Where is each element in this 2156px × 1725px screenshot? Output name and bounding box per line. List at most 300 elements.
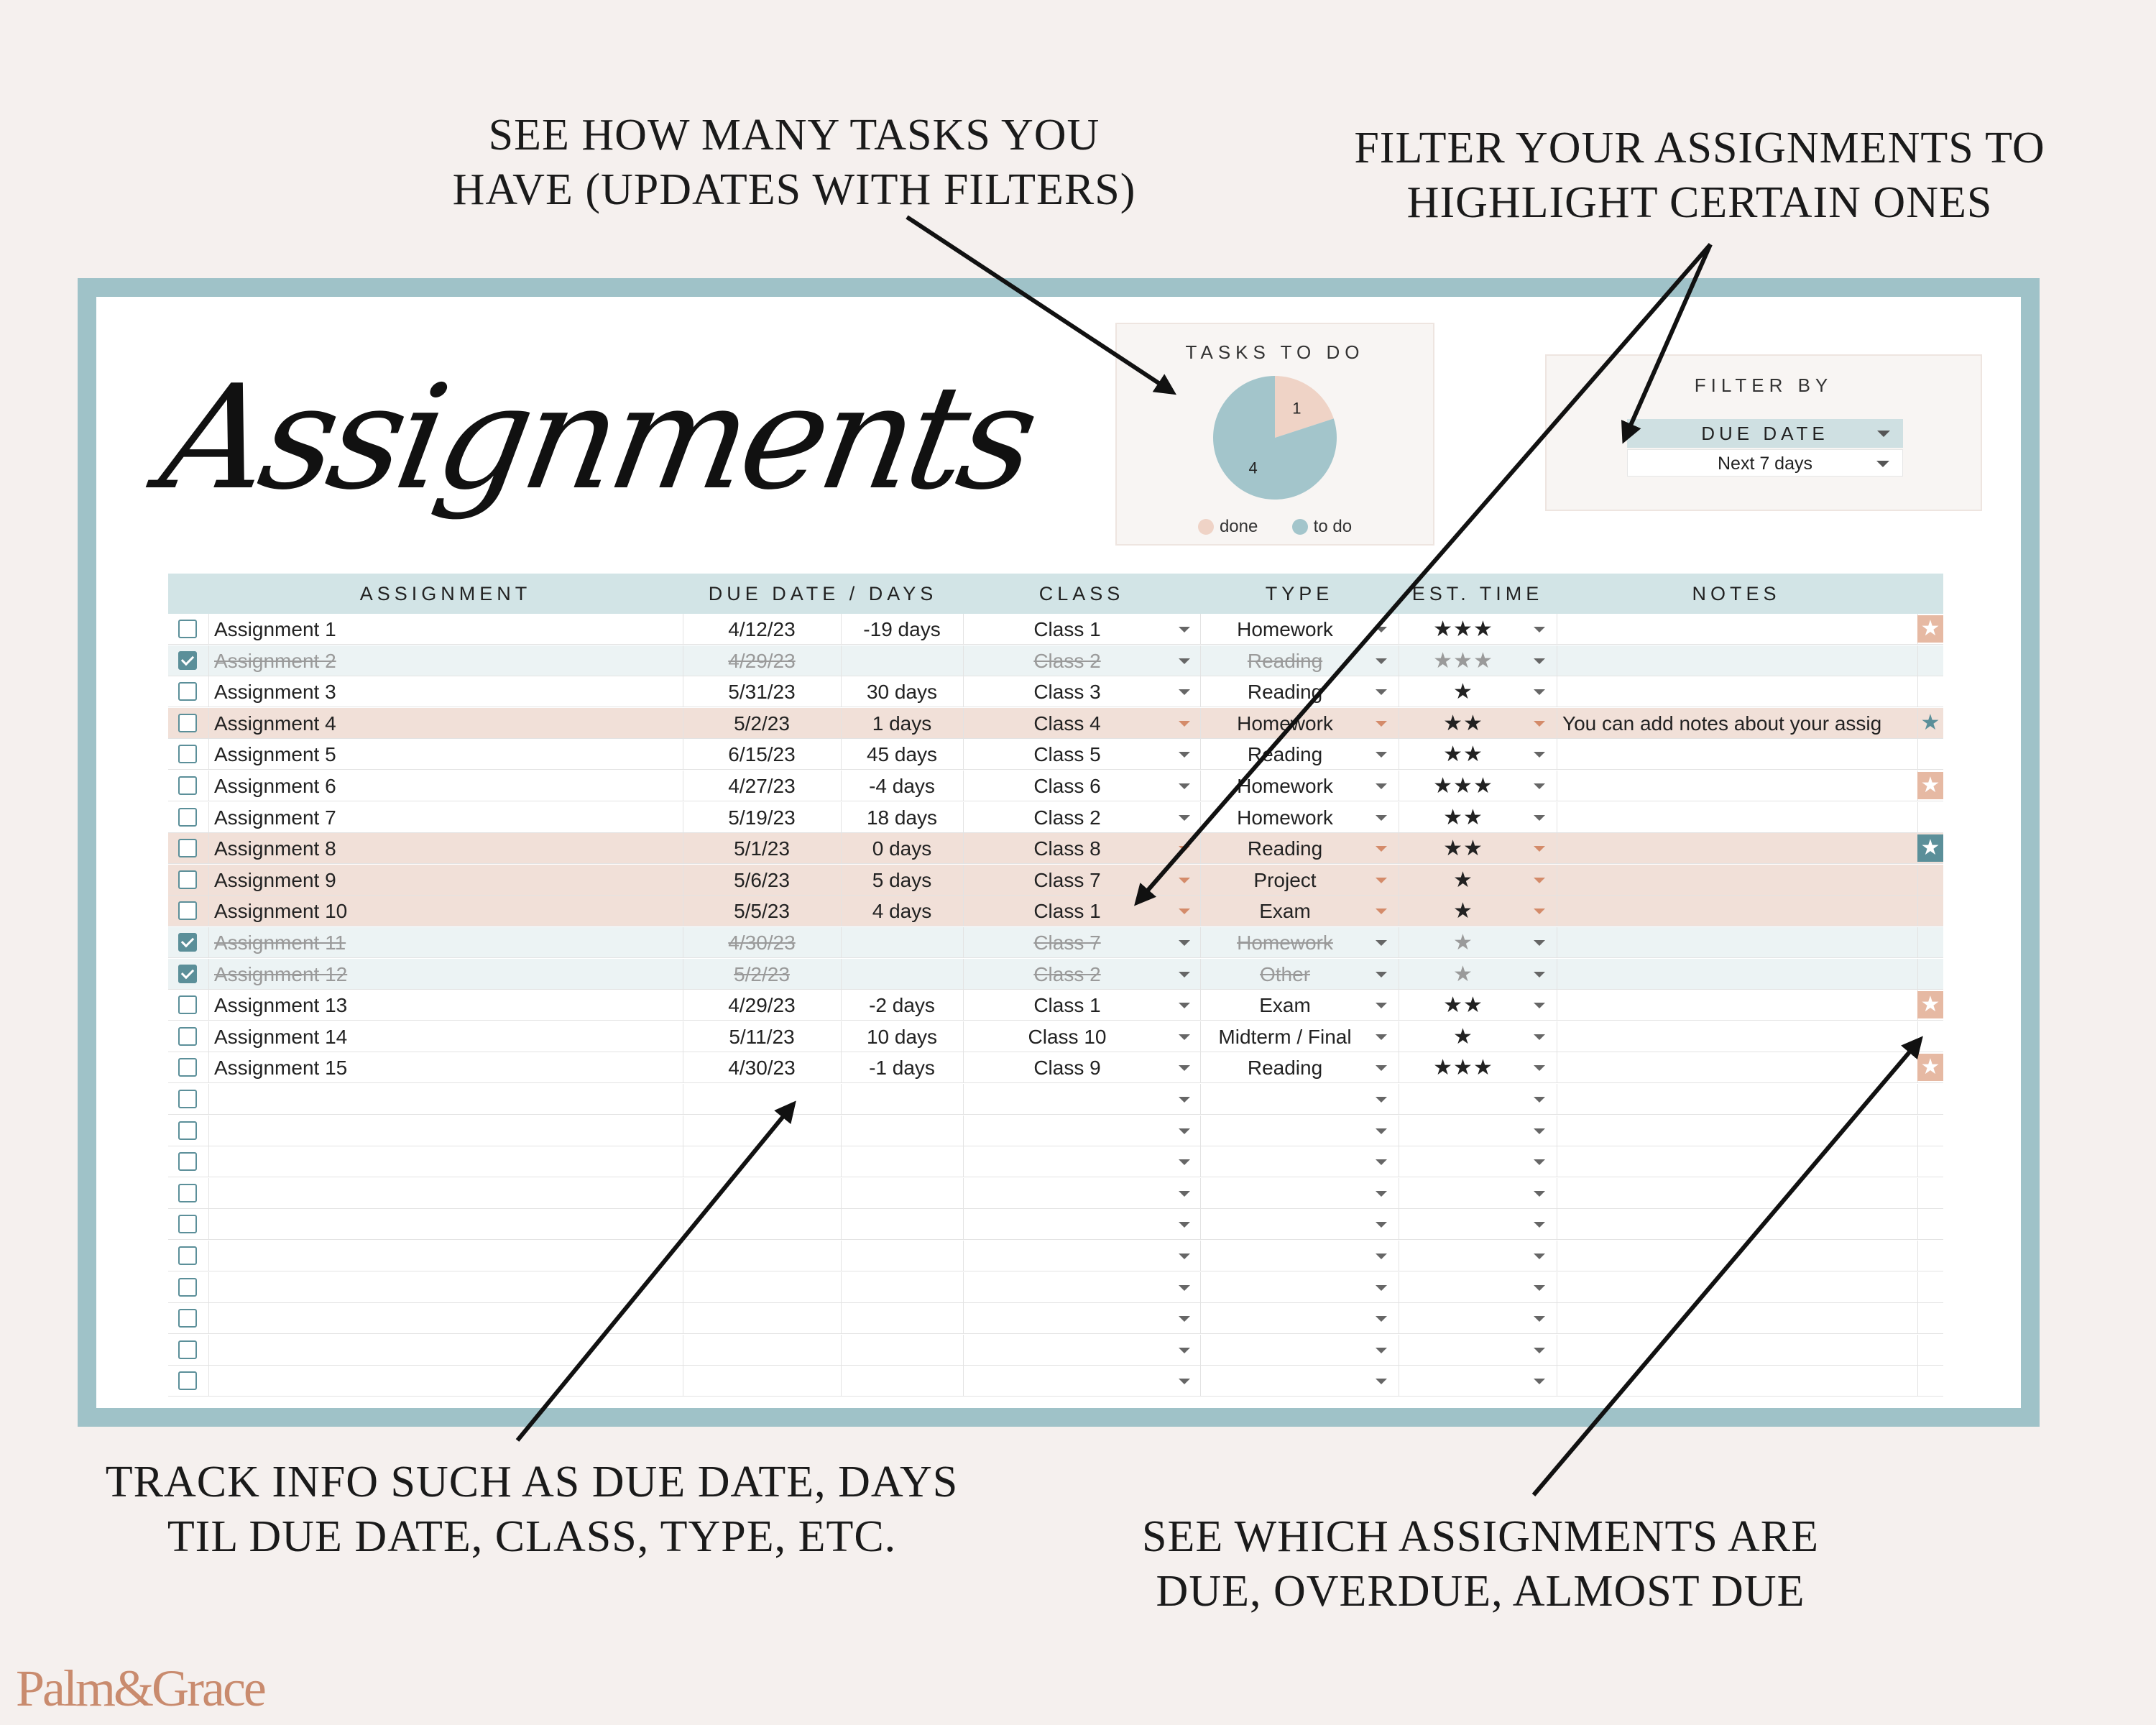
type-dropdown-arrow[interactable]: [1376, 658, 1387, 664]
complete-checkbox[interactable]: [178, 1121, 197, 1140]
column-divider: [963, 1335, 964, 1366]
tasks-legend: [1117, 517, 1433, 537]
assignment-name[interactable]: Assignment 10: [214, 900, 348, 923]
column-divider: [1200, 1084, 1201, 1115]
complete-checkbox[interactable]: [178, 714, 197, 732]
class-cell[interactable]: Class 7: [1033, 868, 1101, 891]
class-dropdown-arrow[interactable]: [1179, 1191, 1190, 1197]
notes-cell[interactable]: [1562, 833, 1915, 864]
complete-checkbox[interactable]: [178, 620, 197, 638]
empty-table-row: [168, 1366, 1943, 1397]
days-until-due: 45 days: [866, 743, 938, 766]
type-dropdown-arrow[interactable]: [1376, 1003, 1387, 1008]
days-until-due: 30 days: [866, 681, 938, 704]
assignment-name[interactable]: Assignment 8: [214, 837, 336, 860]
est-time-dropdown-arrow[interactable]: [1534, 627, 1545, 632]
notes-cell[interactable]: [1562, 1021, 1915, 1052]
column-divider: [1917, 676, 1918, 707]
days-until-due: -4 days: [869, 775, 935, 797]
assignment-name[interactable]: Assignment 5: [214, 743, 336, 766]
est-time-dropdown-arrow[interactable]: [1534, 658, 1545, 664]
est-time-stars[interactable]: ★★★: [1433, 774, 1493, 798]
empty-table-row: [168, 1146, 1943, 1177]
est-time-stars[interactable]: ★★: [1443, 805, 1483, 829]
class-cell[interactable]: Class 2: [1033, 649, 1101, 672]
callout-filter: FILTER YOUR ASSIGNMENTS TO HIGHLIGHT CERTAIN ONES: [1354, 124, 2045, 227]
column-divider: [208, 614, 209, 645]
class-cell[interactable]: Class 2: [1033, 962, 1101, 985]
type-cell[interactable]: Homework: [1237, 712, 1333, 735]
class-dropdown-arrow[interactable]: [1179, 1128, 1190, 1134]
column-divider: [1917, 1116, 1918, 1146]
complete-checkbox[interactable]: [178, 1152, 197, 1171]
class-dropdown-arrow[interactable]: [1179, 783, 1190, 789]
empty-table-row: [168, 1116, 1943, 1146]
assignment-name[interactable]: Assignment 13: [214, 994, 348, 1017]
column-divider: [1200, 1241, 1201, 1271]
days-until-due: -2 days: [869, 994, 935, 1017]
complete-checkbox[interactable]: [178, 808, 197, 827]
due-date[interactable]: 5/11/23: [729, 1025, 795, 1048]
days-until-due: [841, 645, 963, 676]
type-dropdown-arrow[interactable]: [1376, 721, 1387, 727]
column-divider: [1917, 1209, 1918, 1240]
column-divider: [1917, 927, 1918, 958]
class-dropdown-arrow[interactable]: [1179, 878, 1190, 883]
type-cell[interactable]: Homework: [1237, 618, 1333, 640]
type-cell[interactable]: Homework: [1237, 806, 1333, 829]
days-until-due: 4 days: [872, 900, 932, 923]
assignment-name[interactable]: Assignment 11: [214, 932, 346, 954]
due-date[interactable]: 4/12/23: [728, 618, 796, 640]
assignment-name[interactable]: Assignment 3: [214, 681, 336, 704]
column-divider: [963, 1146, 964, 1177]
type-dropdown-arrow[interactable]: [1376, 1254, 1387, 1259]
column-divider: [963, 1272, 964, 1303]
class-dropdown-arrow[interactable]: [1179, 1097, 1190, 1103]
notes-cell[interactable]: [1562, 1052, 1915, 1083]
est-time-stars[interactable]: ★: [1453, 931, 1473, 954]
complete-checkbox[interactable]: [178, 1371, 197, 1390]
complete-checkbox[interactable]: [178, 1215, 197, 1233]
type-cell[interactable]: Reading: [1247, 681, 1323, 704]
assignment-name[interactable]: Assignment 15: [214, 1057, 348, 1080]
column-divider: [1200, 1303, 1201, 1334]
due-date[interactable]: 5/31/23: [728, 681, 796, 704]
est-time-dropdown-arrow[interactable]: [1534, 1003, 1545, 1008]
days-until-due: -1 days: [869, 1057, 935, 1080]
column-divider: [208, 1084, 209, 1115]
notes-cell[interactable]: [1562, 614, 1915, 645]
header-class: CLASS: [1038, 583, 1125, 604]
complete-checkbox[interactable]: [178, 1340, 197, 1359]
est-time-stars[interactable]: ★: [1453, 680, 1473, 704]
type-dropdown-arrow[interactable]: [1376, 1285, 1387, 1291]
class-dropdown-arrow[interactable]: [1179, 1222, 1190, 1228]
due-date[interactable]: 4/27/23: [728, 775, 796, 797]
type-dropdown-arrow[interactable]: [1376, 627, 1387, 632]
est-time-stars[interactable]: ★★★: [1433, 648, 1493, 673]
type-dropdown-arrow[interactable]: [1376, 878, 1387, 883]
table-row: [168, 708, 1943, 739]
class-dropdown-arrow[interactable]: [1179, 908, 1190, 914]
type-dropdown-arrow[interactable]: [1376, 815, 1387, 821]
est-time-stars[interactable]: ★★: [1443, 742, 1483, 767]
due-status-star-icon: ★: [1917, 1054, 1943, 1081]
complete-checkbox[interactable]: [178, 1278, 197, 1297]
class-dropdown-arrow[interactable]: [1179, 689, 1190, 695]
column-divider: [963, 1084, 964, 1115]
column-divider: [963, 1209, 964, 1240]
assignment-name[interactable]: Assignment 12: [214, 962, 348, 985]
complete-checkbox[interactable]: [178, 1184, 197, 1202]
due-status-star-icon: ★: [1917, 615, 1943, 643]
complete-checkbox[interactable]: [178, 745, 197, 763]
est-time-dropdown-arrow[interactable]: [1534, 783, 1545, 789]
filter-panel-title: FILTER BY: [1694, 374, 1833, 396]
filter-value-dropdown[interactable]: [1627, 449, 1903, 477]
column-divider: [208, 739, 209, 770]
legend-todo-label: to do: [1313, 517, 1353, 536]
complete-checkbox[interactable]: [178, 651, 197, 670]
type-cell[interactable]: Homework: [1237, 775, 1333, 797]
est-time-stars[interactable]: ★★: [1443, 837, 1483, 861]
column-divider: [208, 676, 209, 707]
due-date[interactable]: 4/30/23: [728, 932, 796, 954]
due-status-star-icon: ★: [1917, 772, 1943, 799]
notes-cell[interactable]: [1562, 645, 1915, 676]
complete-checkbox[interactable]: [178, 901, 197, 920]
header-assignment: ASSIGNMENT: [359, 583, 532, 604]
type-dropdown-arrow[interactable]: [1376, 1128, 1387, 1134]
class-cell[interactable]: Class 7: [1033, 932, 1101, 954]
est-time-dropdown-arrow[interactable]: [1534, 1348, 1545, 1353]
sheet-title: Assignments: [150, 354, 1044, 522]
chevron-down-icon: [1876, 461, 1889, 467]
type-dropdown-arrow[interactable]: [1376, 783, 1387, 789]
header-est-time: EST. TIME: [1411, 583, 1544, 604]
table-row: [168, 645, 1943, 676]
est-time-dropdown-arrow[interactable]: [1534, 846, 1545, 852]
notes-cell[interactable]: You can add notes about your assig: [1562, 712, 1882, 735]
est-time-dropdown-arrow[interactable]: [1534, 972, 1545, 978]
est-time-dropdown-arrow[interactable]: [1534, 1316, 1545, 1322]
complete-checkbox[interactable]: [178, 1027, 197, 1046]
class-cell[interactable]: Class 10: [1028, 1025, 1107, 1048]
days-until-due: 5 days: [872, 868, 932, 891]
table-row: [168, 770, 1943, 801]
class-dropdown-arrow[interactable]: [1179, 972, 1190, 978]
column-divider: [1917, 1272, 1918, 1303]
header-notes: NOTES: [1692, 583, 1781, 604]
due-status-star-icon: ★: [1920, 710, 1940, 735]
column-divider: [1200, 1209, 1201, 1240]
type-cell[interactable]: Other: [1259, 962, 1311, 985]
est-time-stars[interactable]: ★: [1453, 962, 1473, 986]
column-divider: [1917, 645, 1918, 676]
est-time-stars[interactable]: ★: [1453, 1024, 1473, 1049]
empty-table-row: [168, 1084, 1943, 1115]
type-dropdown-arrow[interactable]: [1376, 1316, 1387, 1322]
column-divider: [963, 1116, 964, 1146]
type-dropdown-arrow[interactable]: [1376, 908, 1387, 914]
column-divider: [208, 1146, 209, 1177]
chevron-down-icon: [1877, 431, 1890, 437]
due-date[interactable]: 5/2/23: [734, 712, 790, 735]
column-divider: [1200, 1116, 1201, 1146]
class-cell[interactable]: Class 6: [1033, 775, 1101, 797]
class-dropdown-arrow[interactable]: [1179, 1003, 1190, 1008]
empty-table-row: [168, 1178, 1943, 1209]
spreadsheet: [96, 297, 2021, 1408]
column-divider: [208, 959, 209, 990]
class-cell[interactable]: Class 8: [1033, 837, 1101, 860]
column-divider: [1200, 1272, 1201, 1303]
column-divider: [208, 1272, 209, 1303]
column-divider: [841, 1272, 842, 1303]
class-dropdown-arrow[interactable]: [1179, 1379, 1190, 1384]
days-until-due: -19 days: [863, 618, 941, 640]
type-dropdown-arrow[interactable]: [1376, 1034, 1387, 1040]
class-cell[interactable]: Class 2: [1033, 806, 1101, 829]
class-dropdown-arrow[interactable]: [1179, 1065, 1190, 1071]
filter-field-dropdown[interactable]: [1627, 419, 1903, 448]
est-time-stars[interactable]: ★★: [1443, 993, 1483, 1018]
legend-done-swatch: [1198, 519, 1214, 535]
type-dropdown-arrow[interactable]: [1376, 1097, 1387, 1103]
notes-cell[interactable]: [1562, 739, 1915, 770]
complete-checkbox[interactable]: [178, 776, 197, 795]
legend-todo-swatch: [1292, 519, 1308, 535]
table-row: [168, 865, 1943, 896]
class-dropdown-arrow[interactable]: [1179, 627, 1190, 632]
class-cell[interactable]: Class 5: [1033, 743, 1101, 766]
complete-checkbox[interactable]: [178, 1090, 197, 1108]
table-row: [168, 959, 1943, 990]
class-dropdown-arrow[interactable]: [1179, 815, 1190, 821]
complete-checkbox[interactable]: [178, 1058, 197, 1077]
class-dropdown-arrow[interactable]: [1179, 1316, 1190, 1322]
column-divider: [208, 865, 209, 896]
class-dropdown-arrow[interactable]: [1179, 721, 1190, 727]
type-cell[interactable]: Reading: [1247, 743, 1323, 766]
type-dropdown-arrow[interactable]: [1376, 846, 1387, 852]
est-time-dropdown-arrow[interactable]: [1534, 1285, 1545, 1291]
assignment-name[interactable]: Assignment 2: [214, 649, 336, 672]
est-time-dropdown-arrow[interactable]: [1534, 1379, 1545, 1384]
column-divider: [208, 645, 209, 676]
est-time-dropdown-arrow[interactable]: [1534, 878, 1545, 883]
type-dropdown-arrow[interactable]: [1376, 1348, 1387, 1353]
due-date[interactable]: 6/15/23: [728, 743, 796, 766]
est-time-dropdown-arrow[interactable]: [1534, 1034, 1545, 1040]
class-dropdown-arrow[interactable]: [1179, 1348, 1190, 1353]
complete-checkbox[interactable]: [178, 870, 197, 889]
est-time-dropdown-arrow[interactable]: [1534, 752, 1545, 758]
class-dropdown-arrow[interactable]: [1179, 1034, 1190, 1040]
class-cell[interactable]: Class 4: [1033, 712, 1101, 735]
type-dropdown-arrow[interactable]: [1376, 940, 1387, 946]
legend-done-label: done: [1219, 517, 1258, 536]
column-divider: [841, 1335, 842, 1366]
column-divider: [841, 1209, 842, 1240]
est-time-stars[interactable]: ★★★: [1433, 617, 1493, 641]
column-divider: [208, 770, 209, 801]
days-until-due: [841, 959, 963, 990]
complete-checkbox[interactable]: [178, 1246, 197, 1265]
type-cell[interactable]: Project: [1253, 868, 1317, 891]
column-divider: [841, 1178, 842, 1209]
type-dropdown-arrow[interactable]: [1376, 752, 1387, 758]
filter-field-label: DUE DATE: [1701, 423, 1829, 444]
class-cell[interactable]: Class 1: [1033, 618, 1101, 640]
assignment-name[interactable]: Assignment 9: [214, 868, 336, 891]
est-time-dropdown-arrow[interactable]: [1534, 940, 1545, 946]
days-until-due: 18 days: [866, 806, 938, 829]
column-divider: [208, 990, 209, 1021]
est-time-dropdown-arrow[interactable]: [1534, 1128, 1545, 1134]
est-time-dropdown-arrow[interactable]: [1534, 1065, 1545, 1071]
complete-checkbox[interactable]: [178, 682, 197, 701]
assignment-name[interactable]: Assignment 14: [214, 1025, 348, 1048]
type-dropdown-arrow[interactable]: [1376, 689, 1387, 695]
type-dropdown-arrow[interactable]: [1376, 1065, 1387, 1071]
callout-track-info: TRACK INFO SUCH AS DUE DATE, DAYS TIL DUE DATE, CLASS, TYPE, ETC.: [105, 1458, 959, 1561]
type-cell[interactable]: Homework: [1237, 932, 1333, 954]
table-row: [168, 802, 1943, 833]
due-date[interactable]: 4/29/23: [728, 649, 796, 672]
days-until-due: 0 days: [872, 837, 932, 860]
est-time-dropdown-arrow[interactable]: [1534, 1222, 1545, 1228]
est-time-dropdown-arrow[interactable]: [1534, 721, 1545, 727]
due-date[interactable]: 5/5/23: [734, 900, 790, 923]
complete-checkbox[interactable]: [178, 839, 197, 857]
notes-cell[interactable]: [1562, 802, 1915, 833]
due-date[interactable]: 5/19/23: [728, 806, 796, 829]
class-cell[interactable]: Class 9: [1033, 1057, 1101, 1080]
class-dropdown-arrow[interactable]: [1179, 1285, 1190, 1291]
column-divider: [208, 1178, 209, 1209]
notes-cell[interactable]: [1562, 676, 1915, 707]
est-time-stars[interactable]: ★: [1453, 899, 1473, 924]
est-time-dropdown-arrow[interactable]: [1534, 1254, 1545, 1259]
column-divider: [208, 1021, 209, 1052]
column-divider: [1917, 1303, 1918, 1334]
type-cell[interactable]: Exam: [1259, 994, 1311, 1017]
days-until-due: [841, 927, 963, 958]
assignment-name[interactable]: Assignment 1: [214, 618, 336, 640]
due-date[interactable]: 5/1/23: [734, 837, 790, 860]
column-divider: [1917, 1178, 1918, 1209]
days-until-due: 1 days: [872, 712, 932, 735]
class-dropdown-arrow[interactable]: [1179, 1254, 1190, 1259]
column-divider: [963, 1178, 964, 1209]
type-dropdown-arrow[interactable]: [1376, 1159, 1387, 1165]
column-divider: [208, 1209, 209, 1240]
est-time-stars[interactable]: ★: [1453, 868, 1473, 892]
type-cell[interactable]: Reading: [1247, 837, 1323, 860]
column-divider: [1917, 896, 1918, 926]
column-divider: [1917, 1084, 1918, 1115]
type-cell[interactable]: Reading: [1247, 649, 1323, 672]
days-until-due: 10 days: [866, 1025, 938, 1048]
column-divider: [208, 1052, 209, 1083]
est-time-dropdown-arrow[interactable]: [1534, 1097, 1545, 1103]
tasks-panel-title: TASKS TO DO: [1185, 341, 1365, 363]
class-dropdown-arrow[interactable]: [1179, 752, 1190, 758]
notes-cell[interactable]: [1562, 990, 1915, 1021]
class-cell[interactable]: Class 1: [1033, 900, 1101, 923]
header-due-date: DUE DATE / DAYS: [708, 583, 938, 604]
column-divider: [1200, 1178, 1201, 1209]
complete-checkbox[interactable]: [178, 1309, 197, 1328]
est-time-stars[interactable]: ★★: [1443, 711, 1483, 735]
type-cell[interactable]: Midterm / Final: [1218, 1025, 1352, 1048]
tasks-pie-chart: [1117, 367, 1433, 511]
due-date[interactable]: 4/29/23: [728, 994, 796, 1017]
notes-cell[interactable]: [1562, 865, 1915, 896]
column-divider: [1917, 739, 1918, 770]
due-date[interactable]: 4/30/23: [728, 1057, 796, 1080]
class-dropdown-arrow[interactable]: [1179, 1159, 1190, 1165]
column-divider: [208, 1116, 209, 1146]
type-cell[interactable]: Reading: [1247, 1057, 1323, 1080]
est-time-dropdown-arrow[interactable]: [1534, 689, 1545, 695]
assignment-name[interactable]: Assignment 6: [214, 775, 336, 797]
class-dropdown-arrow[interactable]: [1179, 846, 1190, 852]
empty-table-row: [168, 1272, 1943, 1303]
est-time-dropdown-arrow[interactable]: [1534, 908, 1545, 914]
est-time-dropdown-arrow[interactable]: [1534, 1191, 1545, 1197]
assignment-name[interactable]: Assignment 4: [214, 712, 336, 735]
assignment-name[interactable]: Assignment 7: [214, 806, 336, 829]
spreadsheet-frame: [78, 278, 2040, 1427]
type-dropdown-arrow[interactable]: [1376, 1222, 1387, 1228]
notes-cell[interactable]: [1562, 959, 1915, 990]
empty-table-row: [168, 1209, 1943, 1240]
class-dropdown-arrow[interactable]: [1179, 940, 1190, 946]
column-divider: [1917, 1021, 1918, 1052]
column-divider: [1200, 1335, 1201, 1366]
type-cell[interactable]: Exam: [1259, 900, 1311, 923]
type-dropdown-arrow[interactable]: [1376, 972, 1387, 978]
complete-checkbox[interactable]: [178, 933, 197, 952]
notes-cell[interactable]: [1562, 927, 1915, 958]
class-cell[interactable]: Class 1: [1033, 994, 1101, 1017]
complete-checkbox[interactable]: [178, 995, 197, 1014]
notes-cell[interactable]: [1562, 896, 1915, 926]
est-time-stars[interactable]: ★★★: [1433, 1056, 1493, 1080]
table-row: [168, 833, 1943, 864]
notes-cell[interactable]: [1562, 770, 1915, 801]
class-dropdown-arrow[interactable]: [1179, 658, 1190, 664]
est-time-dropdown-arrow[interactable]: [1534, 815, 1545, 821]
table-row: [168, 676, 1943, 707]
due-date[interactable]: 5/6/23: [734, 868, 790, 891]
column-divider: [208, 1303, 209, 1334]
tasks-to-do-panel: [1115, 323, 1434, 546]
pie-slice-value-label: 1: [1292, 399, 1302, 418]
due-date[interactable]: 5/2/23: [734, 962, 790, 985]
column-divider: [208, 896, 209, 926]
column-divider: [841, 1146, 842, 1177]
type-dropdown-arrow[interactable]: [1376, 1379, 1387, 1384]
column-divider: [1917, 1146, 1918, 1177]
est-time-dropdown-arrow[interactable]: [1534, 1159, 1545, 1165]
class-cell[interactable]: Class 3: [1033, 681, 1101, 704]
complete-checkbox[interactable]: [178, 965, 197, 983]
type-dropdown-arrow[interactable]: [1376, 1191, 1387, 1197]
